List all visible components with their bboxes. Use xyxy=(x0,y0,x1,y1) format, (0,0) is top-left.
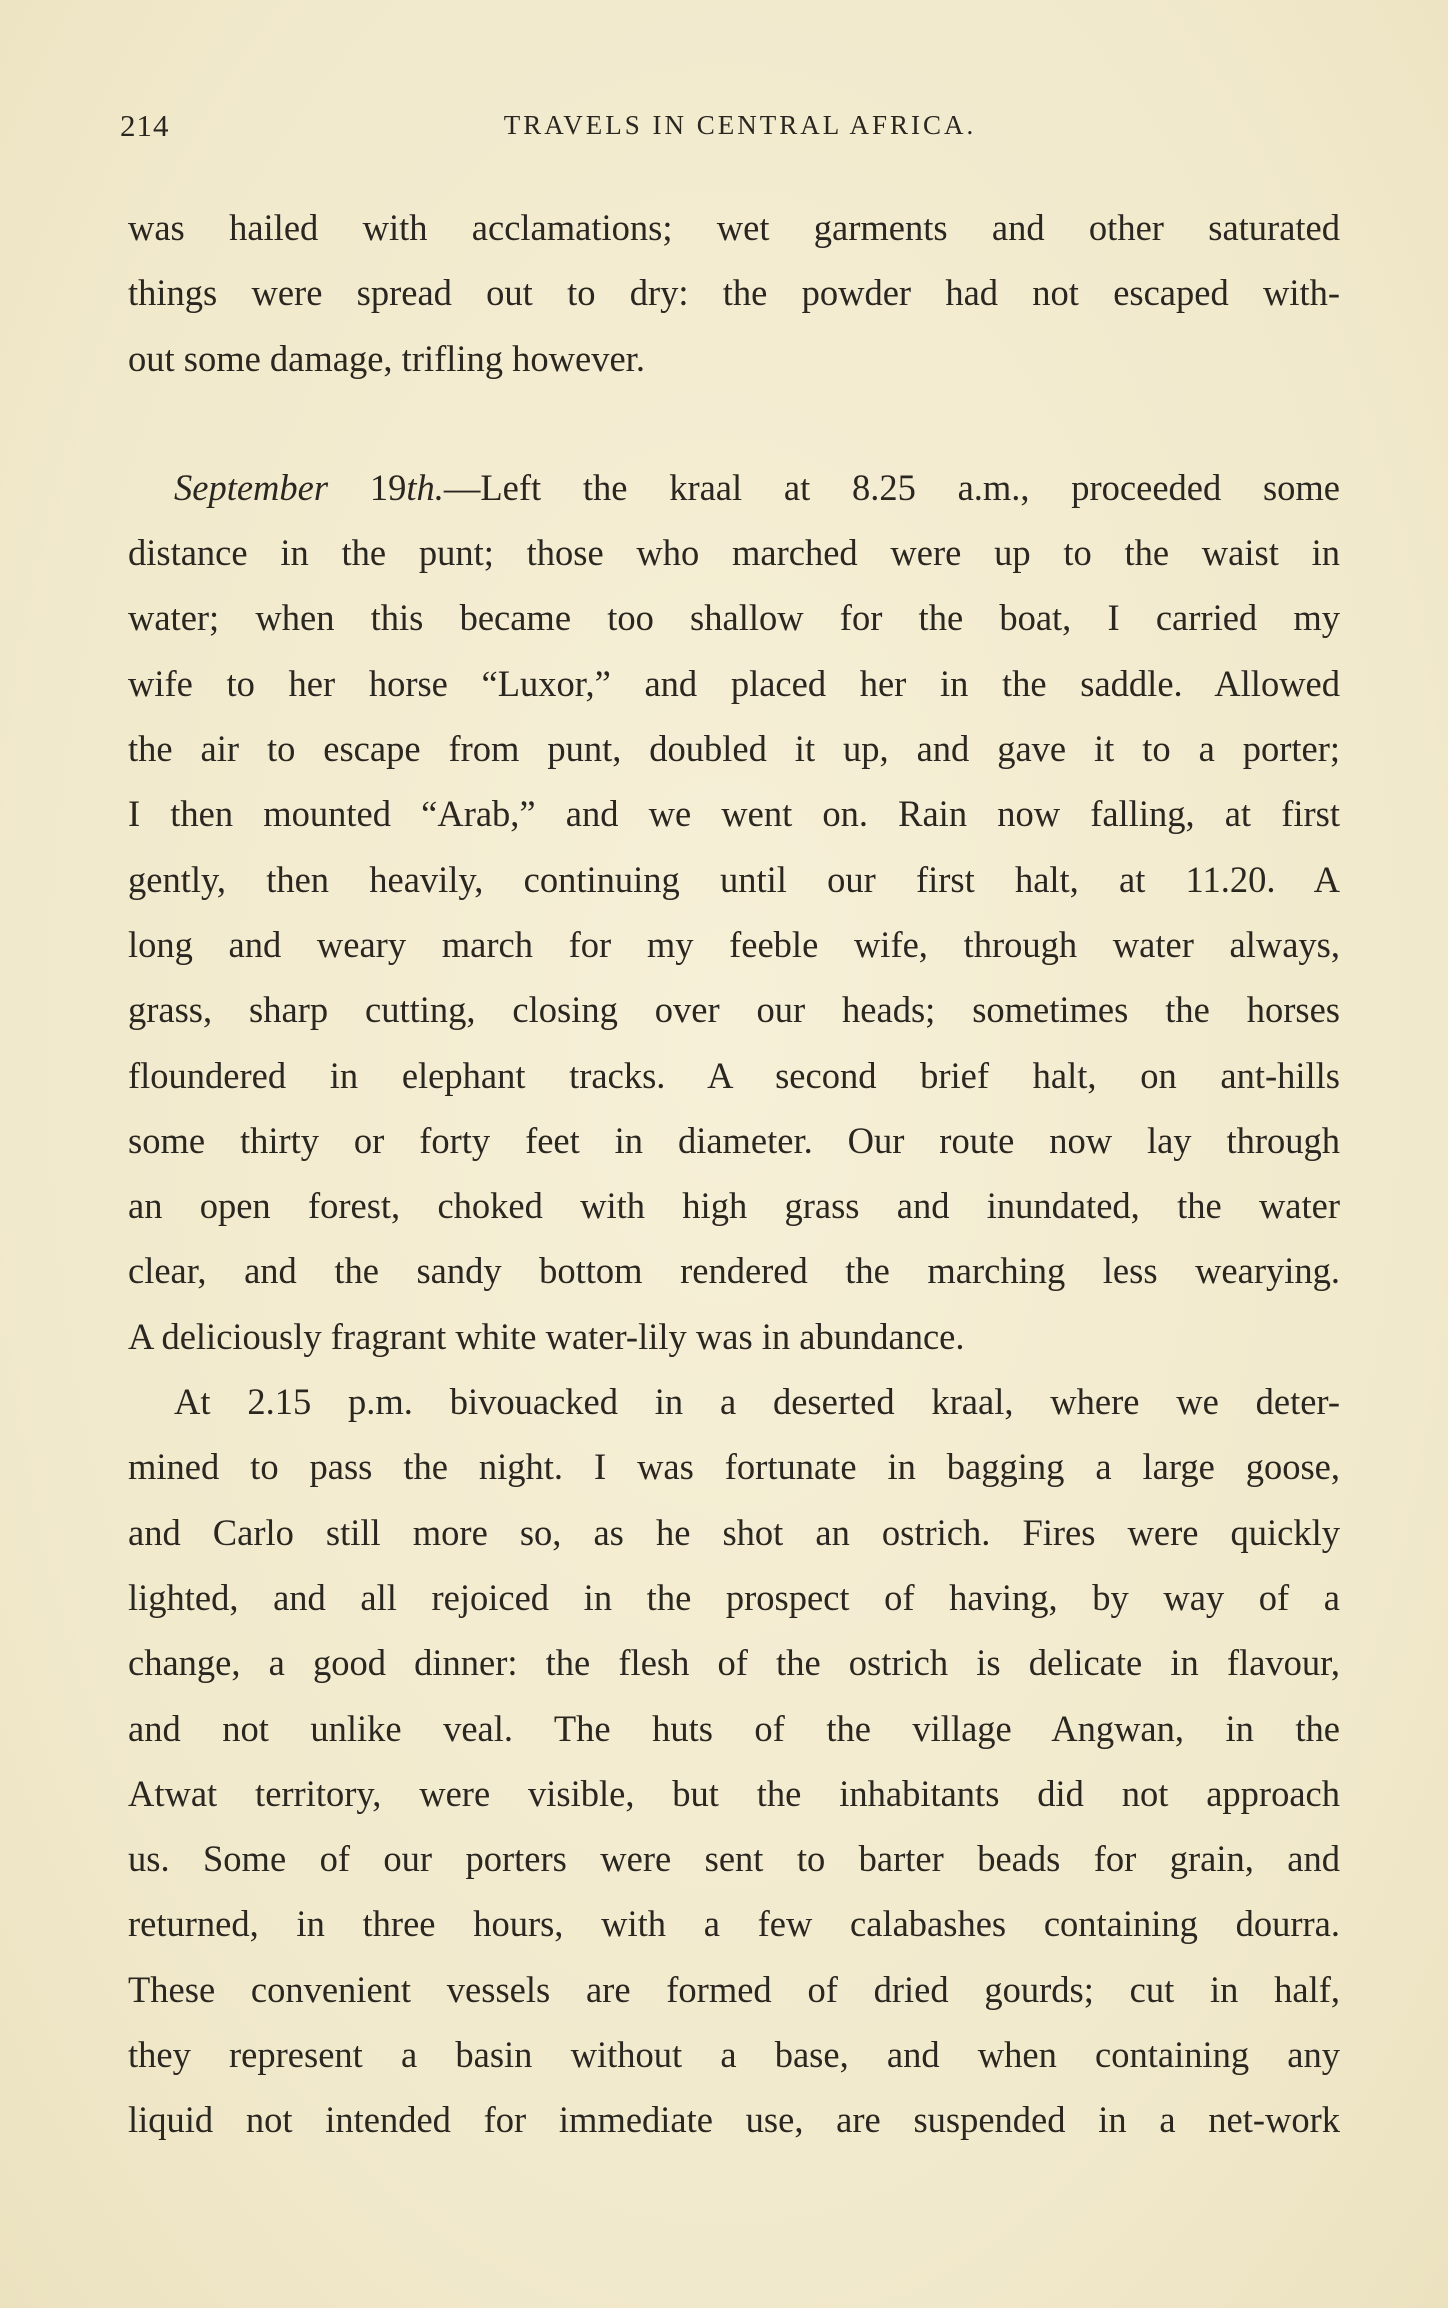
text-line: they represent a basin without a base, and when containing any xyxy=(128,2034,1340,2076)
text-line: mined to pass the night. I was fortunate in bagging a large goose, xyxy=(128,1446,1340,1488)
text-line: some thirty or forty feet in diameter. Our route now lay through xyxy=(128,1119,1340,1161)
text-line: gently, then heavily, continuing until our first halt, at 11.20. A xyxy=(128,858,1340,900)
text-line: lighted, and all rejoiced in the prospect of having, by way of a xyxy=(128,1576,1340,1618)
text-line: us. Some of our porters were sent to barter beads for grain, and xyxy=(128,1838,1340,1880)
text-line: was hailed with acclamations; wet garments and other saturated xyxy=(128,207,1340,248)
page-header xyxy=(120,108,1340,156)
date-month: September xyxy=(174,466,329,508)
text-line: These convenient vessels are formed of dried gourds; cut in half, xyxy=(128,1968,1340,2010)
text-line: change, a good dinner: the flesh of the ostrich is delicate in flavour, xyxy=(128,1642,1340,1684)
text-line: A deliciously fragrant white water-lily was in abundance. xyxy=(128,1315,965,1357)
paragraph-1 xyxy=(128,195,1340,391)
text-line: At 2.15 p.m. bivouacked in a deserted kraal, where we deter- xyxy=(174,1381,1340,1423)
text-line: returned, in three hours, with a few calabashes containing dourra. xyxy=(128,1903,1340,1945)
text-line: out some damage, trifling however. xyxy=(128,337,645,379)
text-line: I then mounted “Arab,” and we went on. Rain now falling, at first xyxy=(128,793,1340,835)
text-line: things were spread out to dry: the powder had not escaped with- xyxy=(128,272,1340,314)
paragraph-3 xyxy=(128,1369,1340,2153)
text-line: the air to escape from punt, doubled it up, and gave it to a porter; xyxy=(128,728,1340,770)
text-line: Atwat territory, were visible, but the inhabitants did not approach xyxy=(128,1772,1340,1814)
text-line: an open forest, choked with high grass and inundated, the water xyxy=(128,1185,1340,1227)
running-title: TRAVELS IN CENTRAL AFRICA. xyxy=(503,110,977,140)
text-line: wife to her horse “Luxor,” and placed her in the saddle. Allowed xyxy=(128,662,1340,704)
text-line: floundered in elephant tracks. A second brief halt, on ant-hills xyxy=(128,1054,1340,1096)
text-line: distance in the punt; those who marched were up to the waist in xyxy=(128,532,1340,574)
text-line-dated xyxy=(128,455,1340,520)
date-suffix: th. xyxy=(406,466,444,508)
page-number: 214 xyxy=(120,108,170,143)
text-line: grass, sharp cutting, closing over our heads; sometimes the horses xyxy=(128,989,1340,1031)
text-line: and not unlike veal. The huts of the village Angwan, in the xyxy=(128,1707,1340,1749)
text-line: and Carlo still more so, as he shot an ostrich. Fires were quickly xyxy=(128,1511,1340,1553)
dated-line-text: —Left the kraal at 8.25 a.m., proceeded some xyxy=(443,466,1341,508)
text-line: long and weary march for my feeble wife, through water always, xyxy=(128,923,1340,965)
date-day: 19 xyxy=(369,466,407,508)
text-line: liquid not intended for immediate use, are suspended in a net-work xyxy=(128,2099,1340,2141)
text-line: clear, and the sandy bottom rendered the marching less wearying. xyxy=(128,1250,1340,1292)
body-text xyxy=(128,195,1340,2153)
paragraph-2 xyxy=(128,455,1340,1369)
paragraph-gap xyxy=(128,391,1340,455)
text-line: water; when this became too shallow for the boat, I carried my xyxy=(128,597,1340,639)
